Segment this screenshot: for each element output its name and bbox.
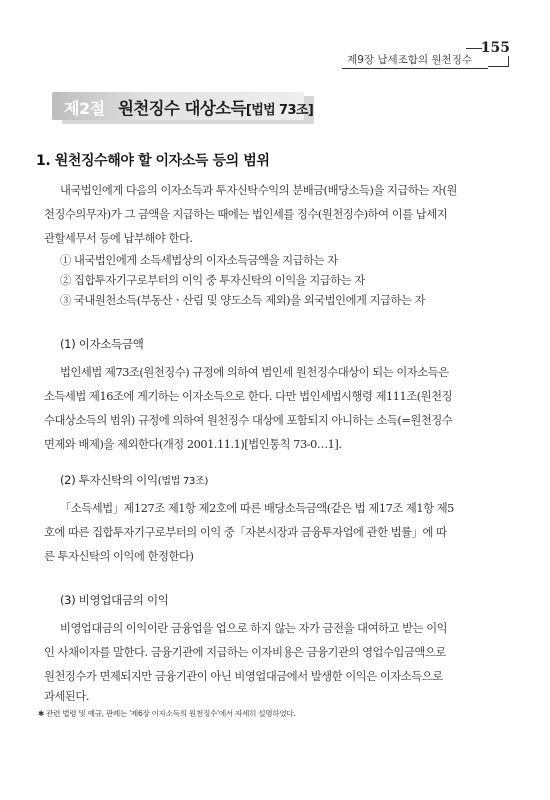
paragraph-line: 수대상소득의 범위) 규정에 의하여 원천징수 대상에 포함되지 아니하는 소득(=원천징수	[44, 414, 453, 427]
paragraph-line: 호에 따른 집합투자기구로부터의 이익 중「자본시장과 금융투자업에 관한 법률」에 따	[44, 526, 447, 539]
header-rule	[466, 48, 482, 49]
paragraph-line: 비영업대금의 이익이란 금융업을 업으로 하지 않는 자가 금전을 대여하고 받는 이익	[60, 622, 448, 635]
footnote-mark: ✱	[38, 709, 45, 718]
subheading-law-ref: (법법 73조)	[157, 476, 209, 487]
paragraph-line: 소득세법 제16조에 게기하는 이자소득으로 한다. 다만 법인세법시행령 제111조(원천징	[44, 390, 453, 403]
subheading-investment-trust	[60, 472, 208, 488]
paragraph-line: 「소득세법」제127조 제1항 제2호에 따른 배당소득금액(같은 법 제17조 제1항 제5	[60, 502, 454, 515]
list-item: ② 집합투자기구로부터의 이익 중 투자신탁의 이익을 지급하는 자	[60, 274, 365, 287]
paragraph-line: 원천징수가 면제되지만 금융기관이 아닌 비영업대금에서 발생한 이익은 이자소득으로	[44, 670, 443, 683]
paragraph-line: 인 사채이자를 말한다. 금융기관에 지급하는 이자비용은 금융기관의 영업수입금액으로	[44, 646, 446, 659]
list-item: ③ 국내원천소득(부동산ㆍ산림 및 양도소득 제외)을 외국법인에게 지급하는 자	[60, 294, 426, 307]
intro-line: 내국법인에게 다음의 이자소득과 투자신탁수익의 분배금(배당소득)을 지급하는 자(원	[60, 184, 457, 197]
paragraph-line: 과세된다.	[44, 690, 89, 703]
paragraph-line: 른 투자신탁의 이익에 한정한다)	[44, 550, 194, 563]
section-law-ref: [법법 73조]	[245, 103, 314, 118]
subheading-investment-trust-text: (2) 투자신탁의 이익	[60, 473, 158, 487]
header-bracket	[488, 56, 509, 67]
section-banner	[52, 92, 314, 124]
paragraph-line: 면제와 배제)을 제외한다(개정 2001.11.1)[법인통칙 73-0…1].	[44, 438, 342, 451]
footnote	[38, 708, 296, 719]
section-title-text: 원천징수 대상소득	[118, 99, 246, 118]
chapter-title: 제9장 납세조합의 원천징수	[347, 54, 472, 66]
list-item: ① 내국법인에게 소득세법상의 이자소득금액을 지급하는 자	[60, 254, 338, 267]
heading-1: 1. 원천징수해야 할 이자소득 등의 범위	[36, 153, 270, 169]
footnote-text: 관련 법령 및 예규, 판례는 '제6장 이자소득의 원천징수'에서 자세히 설명하였다.	[46, 709, 296, 718]
header-underline	[342, 68, 488, 69]
paragraph-line: 법인세법 제73조(원천징수) 규정에 의하여 법인세 원천징수대상이 되는 이자소득은	[60, 366, 449, 379]
subheading-interest-income: (1) 이자소득금액	[60, 337, 144, 351]
running-header	[0, 42, 550, 72]
section-title	[118, 95, 313, 119]
intro-line: 천징수의무자)가 그 금액을 지급하는 때에는 법인세를 징수(원천징수)하여 이를 납세지	[44, 208, 448, 221]
intro-line: 관할세무서 등에 납부해야 한다.	[44, 232, 193, 245]
section-number: 제2절	[64, 99, 105, 118]
subheading-non-business-loan: (3) 비영업대금의 이익	[60, 593, 169, 607]
page-number: 155	[480, 40, 510, 56]
